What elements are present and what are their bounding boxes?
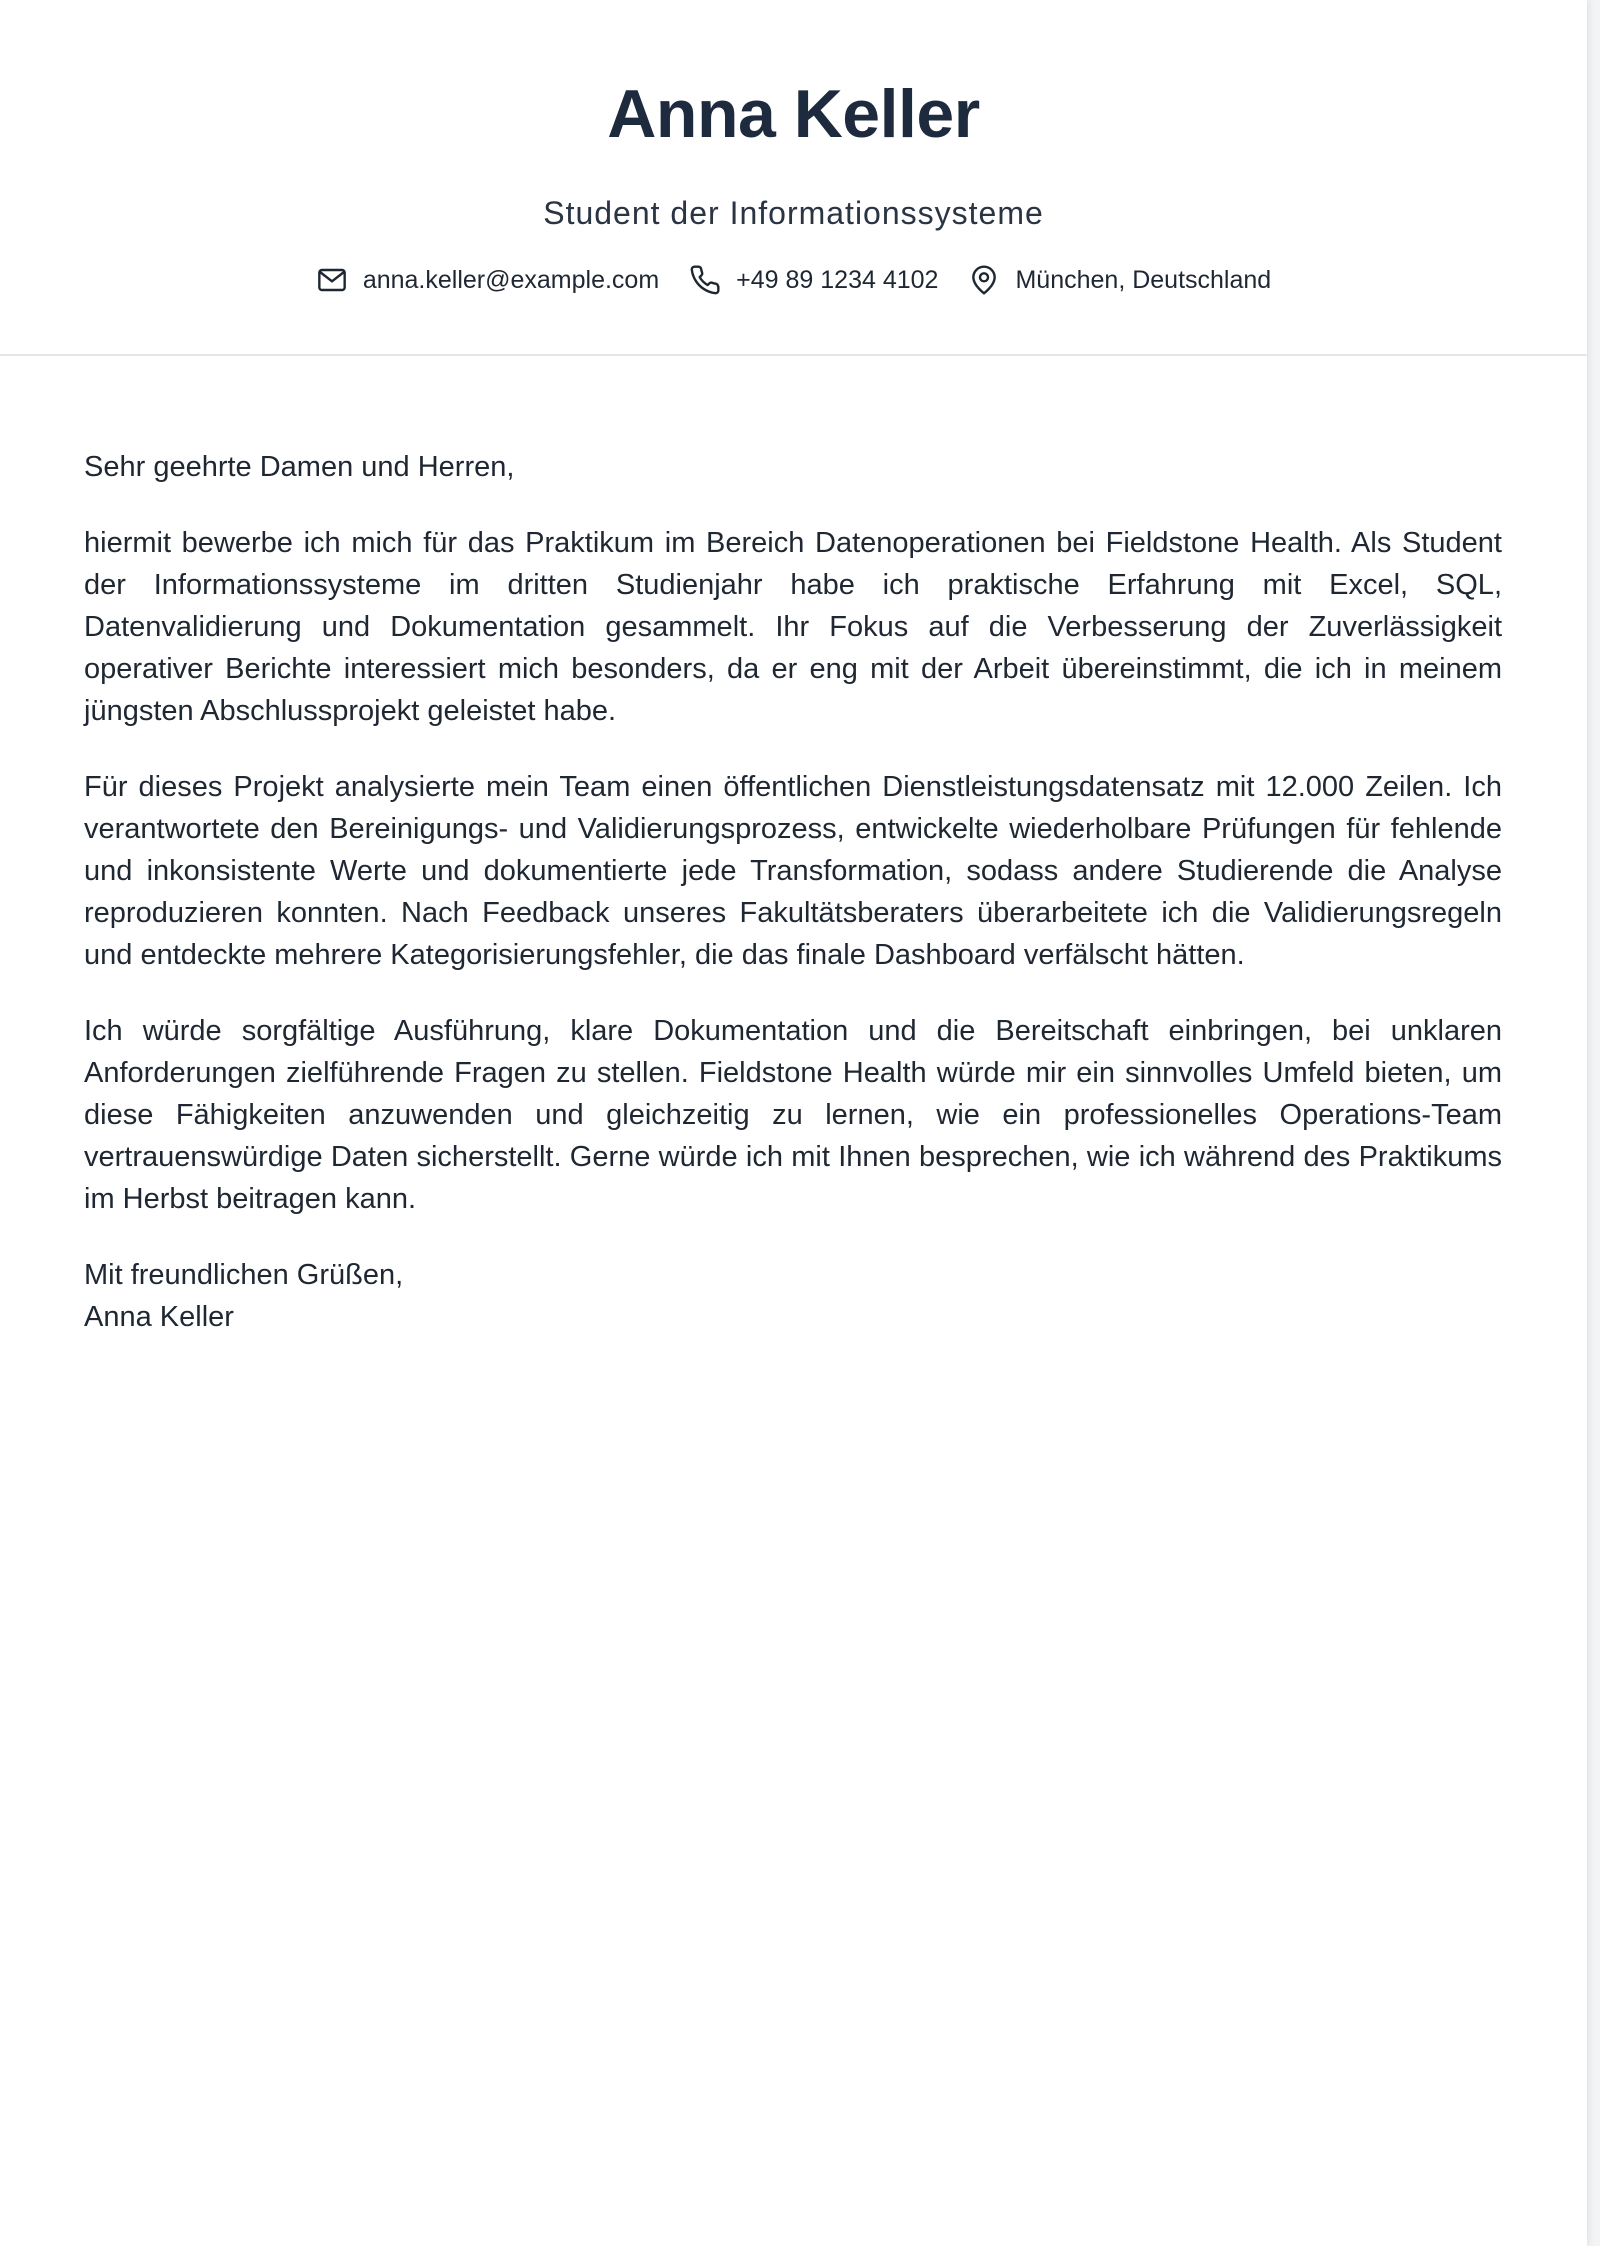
phone-icon — [689, 264, 721, 296]
paragraph-contribution: Ich würde sorgfältige Ausführung, klare Dokumentation und die Bereitschaft einbringen, bei unklaren Anforderungen zielführende Fragen zu stellen. Fieldstone Health würde mir ein sinnvolles Umfeld bieten, um diese Fähigkeiten anzuwenden und gleichzeitig zu lernen, wie ein professionelles Operations-Team vertrauenswürdige Daten sicherstellt. Gerne würde ich mit Ihnen besprechen, wie ich während des Praktikums im Herbst beitragen kann. — [84, 1015, 1502, 1215]
contact-phone-text: +49 89 1234 4102 — [736, 265, 939, 294]
mail-icon — [316, 264, 348, 296]
contact-bar — [0, 258, 1587, 302]
contact-email-text: anna.keller@example.com — [362, 265, 660, 294]
contact-location — [968, 264, 1271, 296]
paragraph-project: Für dieses Projekt analysierte mein Team einen öffentlichen Dienstleistungsdatensatz mit 12.000 Zeilen. Ich verantwortete den Bereinigungs- und Validierungsprozess, entwickelte wiederholbare Prüfungen für fehlende und inkonsistente Werte und dokumentierte jede Transformation, sodass andere Studierende die Analyse reproduzieren konnten. Nach Feedback unseres Fakultätsberaters überarbeitete ich die Validierungsregeln und entdeckte mehrere Kategorisierungsfehler, die das finale Dashboard verfälscht hätten. — [84, 771, 1502, 971]
map-pin-icon — [968, 264, 1000, 296]
signature-name: Anna Keller — [84, 1301, 234, 1333]
contact-location-text: München, Deutschland — [1015, 265, 1272, 294]
closing-block — [84, 1254, 1502, 1338]
salutation: Sehr geehrte Damen und Herren, — [84, 451, 515, 483]
closing-phrase: Mit freundlichen Grüßen, — [84, 1259, 404, 1291]
letter-header — [0, 0, 1587, 356]
contact-email[interactable] — [316, 264, 659, 296]
contact-phone[interactable] — [689, 264, 938, 296]
applicant-title: Student der Informationssysteme — [543, 195, 1044, 231]
letter-body — [84, 446, 1502, 1372]
paragraph-intro: hiermit bewerbe ich mich für das Praktikum im Bereich Datenoperationen bei Fieldstone Health. Als Student der Informationssysteme im dritten Studienjahr habe ich praktische Erfahrung mit Excel, SQL, Datenvalidierung und Dokumentation gesammelt. Ihr Fokus auf die Verbesserung der Zuverlässigkeit operativer Berichte interessiert mich besonders, da er eng mit der Arbeit übereinstimmt, die ich in meinem jüngsten Abschlussprojekt geleistet habe. — [84, 527, 1502, 727]
applicant-name: Anna Keller — [607, 76, 980, 152]
